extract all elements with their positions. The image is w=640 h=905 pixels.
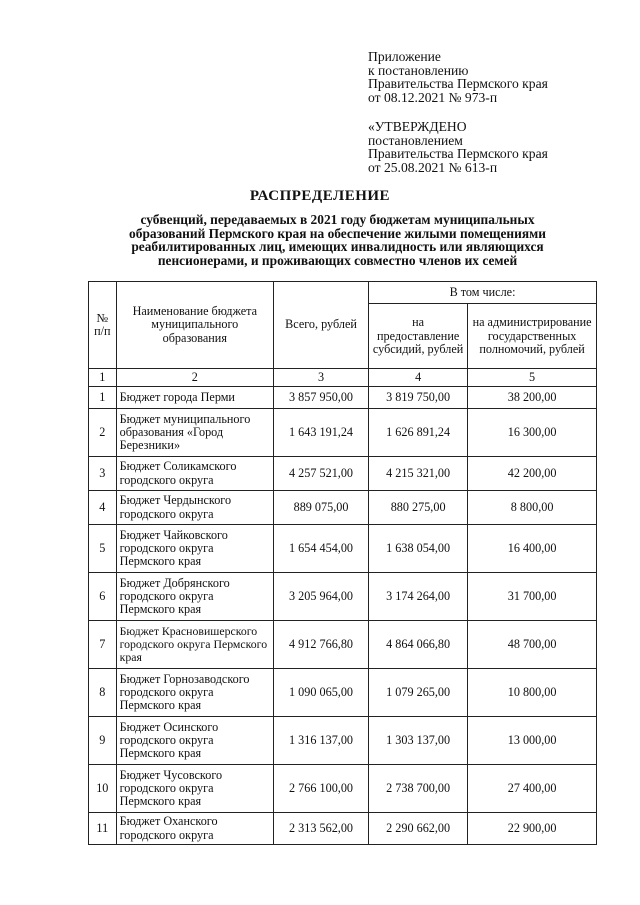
row-number: 7 xyxy=(89,621,117,669)
annex-line-3: Правительства Пермского края xyxy=(368,76,548,92)
row-name: Бюджет Чердынского городского округа xyxy=(116,491,273,525)
row-total: 1 643 191,24 xyxy=(274,409,369,457)
row-total: 1 316 137,00 xyxy=(274,717,369,765)
approved-line-2: постановлением xyxy=(368,132,463,148)
row-total: 4 257 521,00 xyxy=(274,457,369,491)
annex-line-2: к постановлению xyxy=(368,62,469,78)
row-subsidies: 2 738 700,00 xyxy=(369,765,468,813)
row-subsidies: 4 864 066,80 xyxy=(369,621,468,669)
row-subsidies: 1 079 265,00 xyxy=(369,669,468,717)
row-admin: 48 700,00 xyxy=(468,621,597,669)
col-number: 2 xyxy=(116,369,273,387)
row-admin: 16 400,00 xyxy=(468,525,597,573)
annex-line-4: от 08.12.2021 № 973-п xyxy=(368,89,498,105)
header-subsidies: на предоставление субсидий, рублей xyxy=(369,304,468,369)
table-row xyxy=(89,491,597,525)
row-number: 4 xyxy=(89,491,117,525)
header-total: Всего, рублей xyxy=(274,282,369,369)
row-name: Бюджет Горнозаводского городского округа Пермского края xyxy=(116,669,273,717)
table-row xyxy=(89,525,597,573)
row-admin: 22 900,00 xyxy=(468,813,597,845)
table-row xyxy=(89,387,597,409)
distribution-table xyxy=(88,281,597,845)
row-name: Бюджет Соликамского городского округа xyxy=(116,457,273,491)
approved-line-4: от 25.08.2021 № 613-п xyxy=(368,159,498,175)
approved-line-1: «УТВЕРЖДЕНО xyxy=(368,119,467,134)
header-num: № п/п xyxy=(89,282,117,369)
row-total: 889 075,00 xyxy=(274,491,369,525)
row-number: 5 xyxy=(89,525,117,573)
row-number: 6 xyxy=(89,573,117,621)
row-subsidies: 1 638 054,00 xyxy=(369,525,468,573)
row-name: Бюджет муниципального образования «Город Березники» xyxy=(116,409,273,457)
row-total: 4 912 766,80 xyxy=(274,621,369,669)
document-subtitle xyxy=(90,213,585,267)
col-number: 5 xyxy=(468,369,597,387)
subtitle-line-2: образований Пермского края на обеспечение жилыми помещениями xyxy=(129,225,546,241)
row-number: 8 xyxy=(89,669,117,717)
document-title: РАСПРЕДЕЛЕНИЕ xyxy=(249,188,391,204)
row-name: Бюджет Осинского городского округа Пермского края xyxy=(116,717,273,765)
row-total: 2 766 100,00 xyxy=(274,765,369,813)
row-number: 1 xyxy=(89,387,117,409)
row-subsidies: 1 303 137,00 xyxy=(369,717,468,765)
row-admin: 42 200,00 xyxy=(468,457,597,491)
row-admin: 8 800,00 xyxy=(468,491,597,525)
subtitle-line-4: пенсионерами, и проживающих совместно членов их семей xyxy=(157,252,518,268)
row-number: 10 xyxy=(89,765,117,813)
row-name: Бюджет Чусовского городского округа Пермского края xyxy=(116,765,273,813)
header-row-top xyxy=(89,282,597,304)
table-row xyxy=(89,717,597,765)
column-number-row xyxy=(89,369,597,387)
table-row xyxy=(89,765,597,813)
header-name: Наименование бюджета муниципального образования xyxy=(116,282,273,369)
row-admin: 16 300,00 xyxy=(468,409,597,457)
row-total: 3 205 964,00 xyxy=(274,573,369,621)
row-number: 2 xyxy=(89,409,117,457)
row-number: 11 xyxy=(89,813,117,845)
header-admin: на администрирование государственных полномочий, рублей xyxy=(468,304,597,369)
row-subsidies: 1 626 891,24 xyxy=(369,409,468,457)
row-name: Бюджет города Перми xyxy=(116,387,273,409)
row-name: Бюджет Оханского городского округа xyxy=(116,813,273,845)
row-subsidies: 3 819 750,00 xyxy=(369,387,468,409)
row-admin: 13 000,00 xyxy=(468,717,597,765)
table-row xyxy=(89,457,597,491)
header-including: В том числе: xyxy=(369,282,597,304)
annex-line-1: Приложение xyxy=(368,49,441,64)
col-number: 4 xyxy=(369,369,468,387)
row-subsidies: 4 215 321,00 xyxy=(369,457,468,491)
row-total: 1 654 454,00 xyxy=(274,525,369,573)
row-admin: 31 700,00 xyxy=(468,573,597,621)
table-row xyxy=(89,409,597,457)
row-name: Бюджет Красновишерского городского округа Пермского края xyxy=(116,621,273,669)
table-row xyxy=(89,669,597,717)
row-admin: 10 800,00 xyxy=(468,669,597,717)
annex-block xyxy=(368,50,548,104)
row-admin: 38 200,00 xyxy=(468,387,597,409)
row-total: 3 857 950,00 xyxy=(274,387,369,409)
row-subsidies: 3 174 264,00 xyxy=(369,573,468,621)
row-number: 3 xyxy=(89,457,117,491)
row-subsidies: 880 275,00 xyxy=(369,491,468,525)
row-name: Бюджет Добрянского городского округа Пермского края xyxy=(116,573,273,621)
approved-line-3: Правительства Пермского края xyxy=(368,146,548,162)
table-row xyxy=(89,573,597,621)
row-name: Бюджет Чайковского городского округа Пермского края xyxy=(116,525,273,573)
table-row xyxy=(89,621,597,669)
subtitle-line-3: реабилитированных лиц, имеющих инвалидность или являющихся xyxy=(131,239,544,255)
subtitle-line-1: субвенций, передаваемых в 2021 году бюджетам муниципальных xyxy=(140,212,535,227)
col-number: 1 xyxy=(89,369,117,387)
row-admin: 27 400,00 xyxy=(468,765,597,813)
col-number: 3 xyxy=(274,369,369,387)
row-subsidies: 2 290 662,00 xyxy=(369,813,468,845)
row-number: 9 xyxy=(89,717,117,765)
approved-block xyxy=(368,120,548,174)
row-total: 1 090 065,00 xyxy=(274,669,369,717)
row-total: 2 313 562,00 xyxy=(274,813,369,845)
table-row xyxy=(89,813,597,845)
